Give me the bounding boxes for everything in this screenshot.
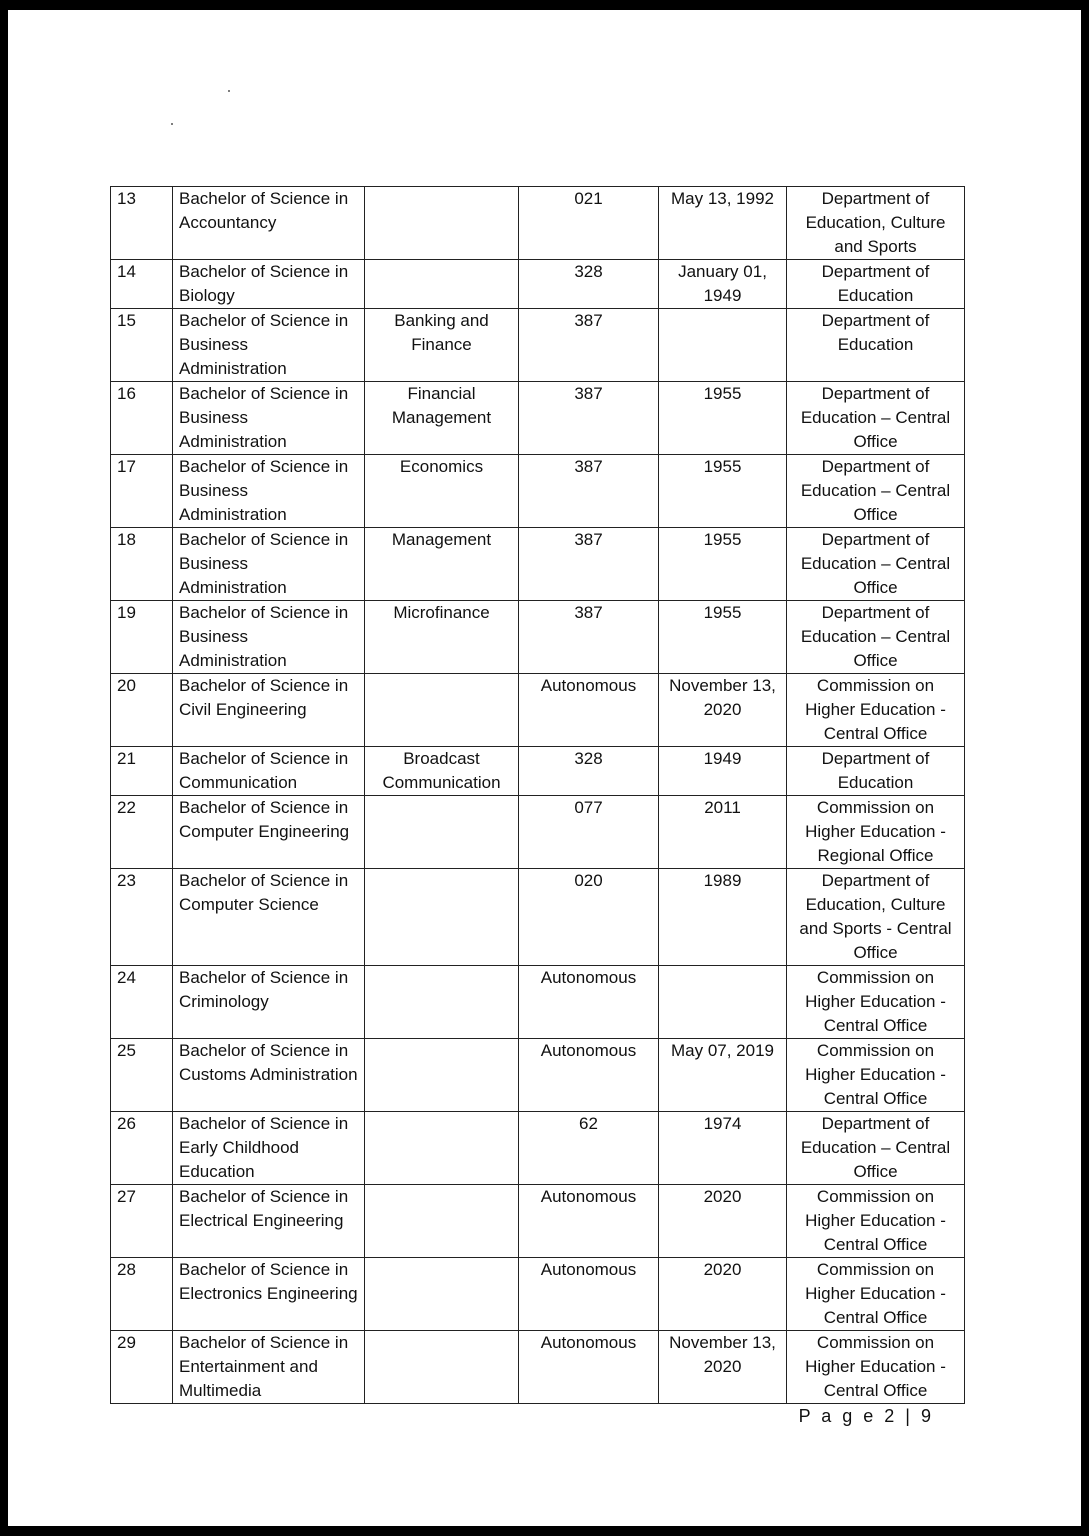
cell-major [365, 1331, 519, 1404]
cell-major: Management [365, 528, 519, 601]
cell-program: Bachelor of Science in Early Childhood Education [173, 1112, 365, 1185]
table-row [111, 1258, 965, 1331]
cell-number: 27 [111, 1185, 173, 1258]
cell-agency: Department of Education, Culture and Sports - Central Office [787, 869, 965, 966]
cell-program: Bachelor of Science in Business Administration [173, 601, 365, 674]
cell-agency: Department of Education – Central Office [787, 1112, 965, 1185]
table-row [111, 796, 965, 869]
cell-agency: Commission on Higher Education - Central Office [787, 1258, 965, 1331]
cell-code: 387 [519, 601, 659, 674]
cell-date: 1974 [659, 1112, 787, 1185]
cell-date: 1955 [659, 528, 787, 601]
cell-agency: Department of Education – Central Office [787, 601, 965, 674]
page-number: P a g e 2 | 9 [798, 1406, 934, 1426]
cell-major: Economics [365, 455, 519, 528]
cell-code: 387 [519, 309, 659, 382]
cell-code: 387 [519, 455, 659, 528]
cell-program: Bachelor of Science in Communication [173, 747, 365, 796]
cell-date: 2020 [659, 1185, 787, 1258]
cell-number: 20 [111, 674, 173, 747]
cell-major [365, 1112, 519, 1185]
cell-date [659, 966, 787, 1039]
cell-number: 25 [111, 1039, 173, 1112]
cell-program: Bachelor of Science in Civil Engineering [173, 674, 365, 747]
cell-major: Financial Management [365, 382, 519, 455]
cell-code: Autonomous [519, 1185, 659, 1258]
cell-code: Autonomous [519, 1039, 659, 1112]
cell-agency: Department of Education [787, 309, 965, 382]
cell-agency: Commission on Higher Education - Central Office [787, 966, 965, 1039]
cell-number: 19 [111, 601, 173, 674]
cell-agency: Department of Education – Central Office [787, 455, 965, 528]
cell-agency: Commission on Higher Education - Central Office [787, 1185, 965, 1258]
table-row [111, 674, 965, 747]
cell-major [365, 1258, 519, 1331]
cell-code: 328 [519, 260, 659, 309]
cell-number: 26 [111, 1112, 173, 1185]
cell-number: 23 [111, 869, 173, 966]
cell-number: 29 [111, 1331, 173, 1404]
programs-table [110, 186, 965, 1404]
table-row [111, 869, 965, 966]
cell-number: 24 [111, 966, 173, 1039]
cell-program: Bachelor of Science in Electronics Engineering [173, 1258, 365, 1331]
cell-date: May 07, 2019 [659, 1039, 787, 1112]
cell-date: 1955 [659, 601, 787, 674]
table-row [111, 966, 965, 1039]
cell-number: 16 [111, 382, 173, 455]
cell-major [365, 1185, 519, 1258]
cell-date: 1955 [659, 382, 787, 455]
cell-program: Bachelor of Science in Electrical Engineering [173, 1185, 365, 1258]
cell-program: Bachelor of Science in Customs Administration [173, 1039, 365, 1112]
cell-date: 2011 [659, 796, 787, 869]
cell-number: 15 [111, 309, 173, 382]
document-page [8, 10, 1081, 1526]
cell-date: November 13, 2020 [659, 1331, 787, 1404]
cell-date: 1949 [659, 747, 787, 796]
cell-program: Bachelor of Science in Computer Engineering [173, 796, 365, 869]
cell-major [365, 966, 519, 1039]
cell-number: 21 [111, 747, 173, 796]
cell-agency: Department of Education, Culture and Sports [787, 187, 965, 260]
cell-program: Bachelor of Science in Accountancy [173, 187, 365, 260]
cell-major [365, 674, 519, 747]
scan-speck [228, 90, 230, 92]
cell-agency: Commission on Higher Education - Central Office [787, 674, 965, 747]
table-row [111, 1331, 965, 1404]
cell-program: Bachelor of Science in Entertainment and Multimedia [173, 1331, 365, 1404]
cell-major: Banking and Finance [365, 309, 519, 382]
cell-number: 13 [111, 187, 173, 260]
cell-code: 387 [519, 528, 659, 601]
cell-program: Bachelor of Science in Computer Science [173, 869, 365, 966]
cell-major [365, 869, 519, 966]
cell-program: Bachelor of Science in Business Administration [173, 309, 365, 382]
cell-program: Bachelor of Science in Criminology [173, 966, 365, 1039]
cell-code: 328 [519, 747, 659, 796]
cell-number: 22 [111, 796, 173, 869]
cell-code: 021 [519, 187, 659, 260]
cell-date: 1989 [659, 869, 787, 966]
cell-program: Bachelor of Science in Biology [173, 260, 365, 309]
programs-table-body [111, 187, 965, 1404]
cell-agency: Commission on Higher Education - Regional Office [787, 796, 965, 869]
cell-date: 1955 [659, 455, 787, 528]
table-row [111, 1039, 965, 1112]
cell-date [659, 309, 787, 382]
table-row [111, 1112, 965, 1185]
cell-code: Autonomous [519, 966, 659, 1039]
cell-number: 18 [111, 528, 173, 601]
table-row [111, 528, 965, 601]
cell-agency: Department of Education – Central Office [787, 528, 965, 601]
cell-code: 387 [519, 382, 659, 455]
cell-program: Bachelor of Science in Business Administration [173, 455, 365, 528]
cell-number: 17 [111, 455, 173, 528]
table-row [111, 187, 965, 260]
table-row [111, 309, 965, 382]
cell-date: January 01, 1949 [659, 260, 787, 309]
table-row [111, 747, 965, 796]
cell-major [365, 1039, 519, 1112]
cell-agency: Department of Education [787, 260, 965, 309]
cell-code: Autonomous [519, 1331, 659, 1404]
cell-major: Microfinance [365, 601, 519, 674]
cell-agency: Commission on Higher Education - Central Office [787, 1039, 965, 1112]
cell-major: Broadcast Communication [365, 747, 519, 796]
cell-date: May 13, 1992 [659, 187, 787, 260]
cell-number: 14 [111, 260, 173, 309]
table-row [111, 1185, 965, 1258]
table-row [111, 601, 965, 674]
table-row [111, 382, 965, 455]
table-row [111, 455, 965, 528]
cell-agency: Department of Education – Central Office [787, 382, 965, 455]
cell-date: November 13, 2020 [659, 674, 787, 747]
cell-number: 28 [111, 1258, 173, 1331]
table-row [111, 260, 965, 309]
scan-speck [171, 123, 173, 125]
cell-major [365, 796, 519, 869]
cell-agency: Department of Education [787, 747, 965, 796]
cell-code: 62 [519, 1112, 659, 1185]
cell-date: 2020 [659, 1258, 787, 1331]
cell-agency: Commission on Higher Education - Central Office [787, 1331, 965, 1404]
cell-code: Autonomous [519, 1258, 659, 1331]
cell-program: Bachelor of Science in Business Administration [173, 382, 365, 455]
cell-code: 077 [519, 796, 659, 869]
cell-code: Autonomous [519, 674, 659, 747]
cell-major [365, 260, 519, 309]
cell-major [365, 187, 519, 260]
cell-code: 020 [519, 869, 659, 966]
cell-program: Bachelor of Science in Business Administration [173, 528, 365, 601]
